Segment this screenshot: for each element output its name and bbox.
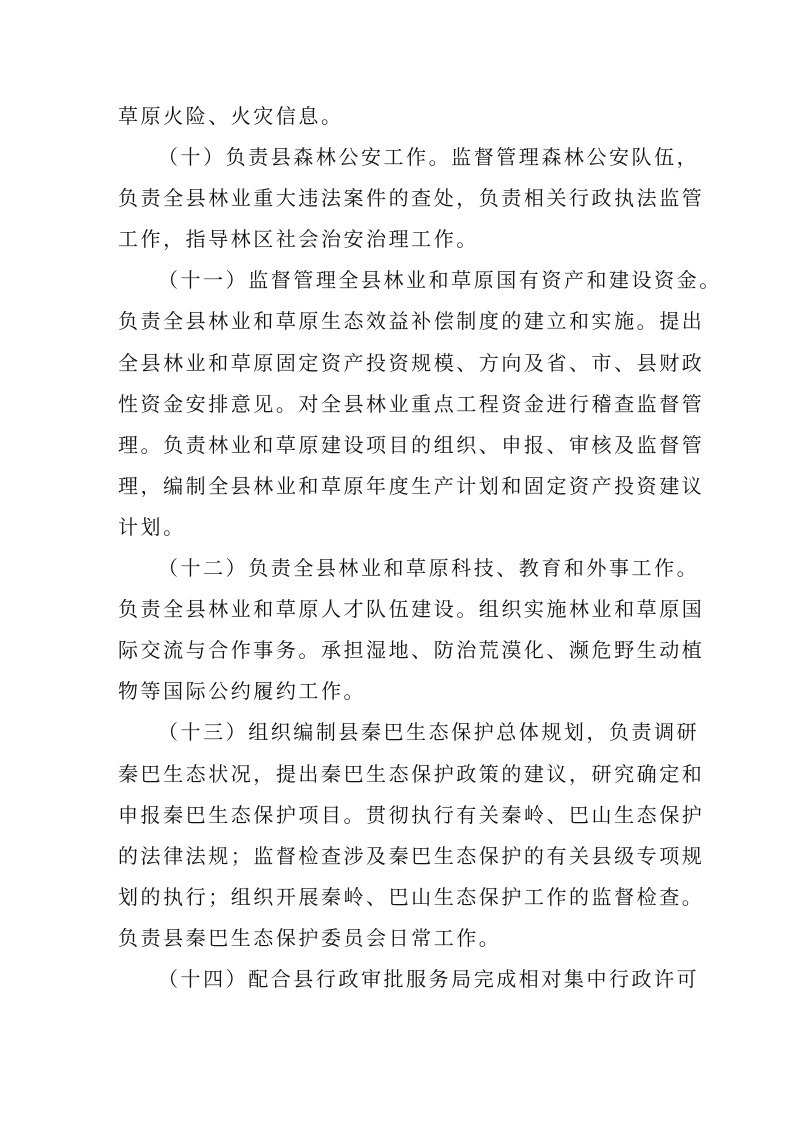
text-line: 划的执行；组织开展秦岭、巴山生态保护工作的监督检查。 <box>118 884 705 909</box>
text-line: 草原火险、火灾信息。 <box>118 104 344 128</box>
text-line: 性资金安排意见。对全县林业重点工程资金进行稽查监督管 <box>118 391 705 416</box>
text-line: 全县林业和草原固定资产投资规模、方向及省、市、县财政 <box>118 350 705 375</box>
text-line: 际交流与合作事务。承担湿地、防治荒漠化、濒危野生动植 <box>118 638 705 663</box>
text-line: 秦巴生态状况，提出秦巴生态保护政策的建议，研究确定和 <box>118 761 705 786</box>
paragraph-start-line: （十三）组织编制县秦巴生态保护总体规划，负责调研 <box>158 720 700 745</box>
paragraph-start-line: （十一）监督管理全县林业和草原国有资产和建设资金。 <box>158 268 722 293</box>
text-line: 负责全县林业和草原人才队伍建设。组织实施林业和草原国 <box>118 597 705 622</box>
text-line: 负责全县林业重大违法案件的查处，负责相关行政执法监管 <box>118 186 705 211</box>
document-body <box>118 96 722 1000</box>
text-line: 的法律法规；监督检查涉及秦巴生态保护的有关县级专项规 <box>118 843 705 868</box>
text-line: 理。负责林业和草原建设项目的组织、申报、审核及监督管 <box>118 432 705 457</box>
text-line: 工作，指导林区社会治安治理工作。 <box>118 227 479 252</box>
text-line: 物等国际公约履约工作。 <box>118 679 367 704</box>
text-line: 理，编制全县林业和草原年度生产计划和固定资产投资建议 <box>118 473 705 498</box>
text-line: 申报秦巴生态保护项目。贯彻执行有关秦岭、巴山生态保护 <box>118 802 705 827</box>
paragraph-start-line: （十）负责县森林公安工作。监督管理森林公安队伍， <box>158 145 700 170</box>
paragraph-start-line: （十二）负责全县林业和草原科技、教育和外事工作。 <box>158 556 700 581</box>
paragraph-start-line: （十四）配合县行政审批服务局完成相对集中行政许可 <box>158 966 700 991</box>
text-line: 计划。 <box>118 514 186 539</box>
text-line: 负责县秦巴生态保护委员会日常工作。 <box>118 925 502 950</box>
text-line: 负责全县林业和草原生态效益补偿制度的建立和实施。提出 <box>118 309 705 334</box>
